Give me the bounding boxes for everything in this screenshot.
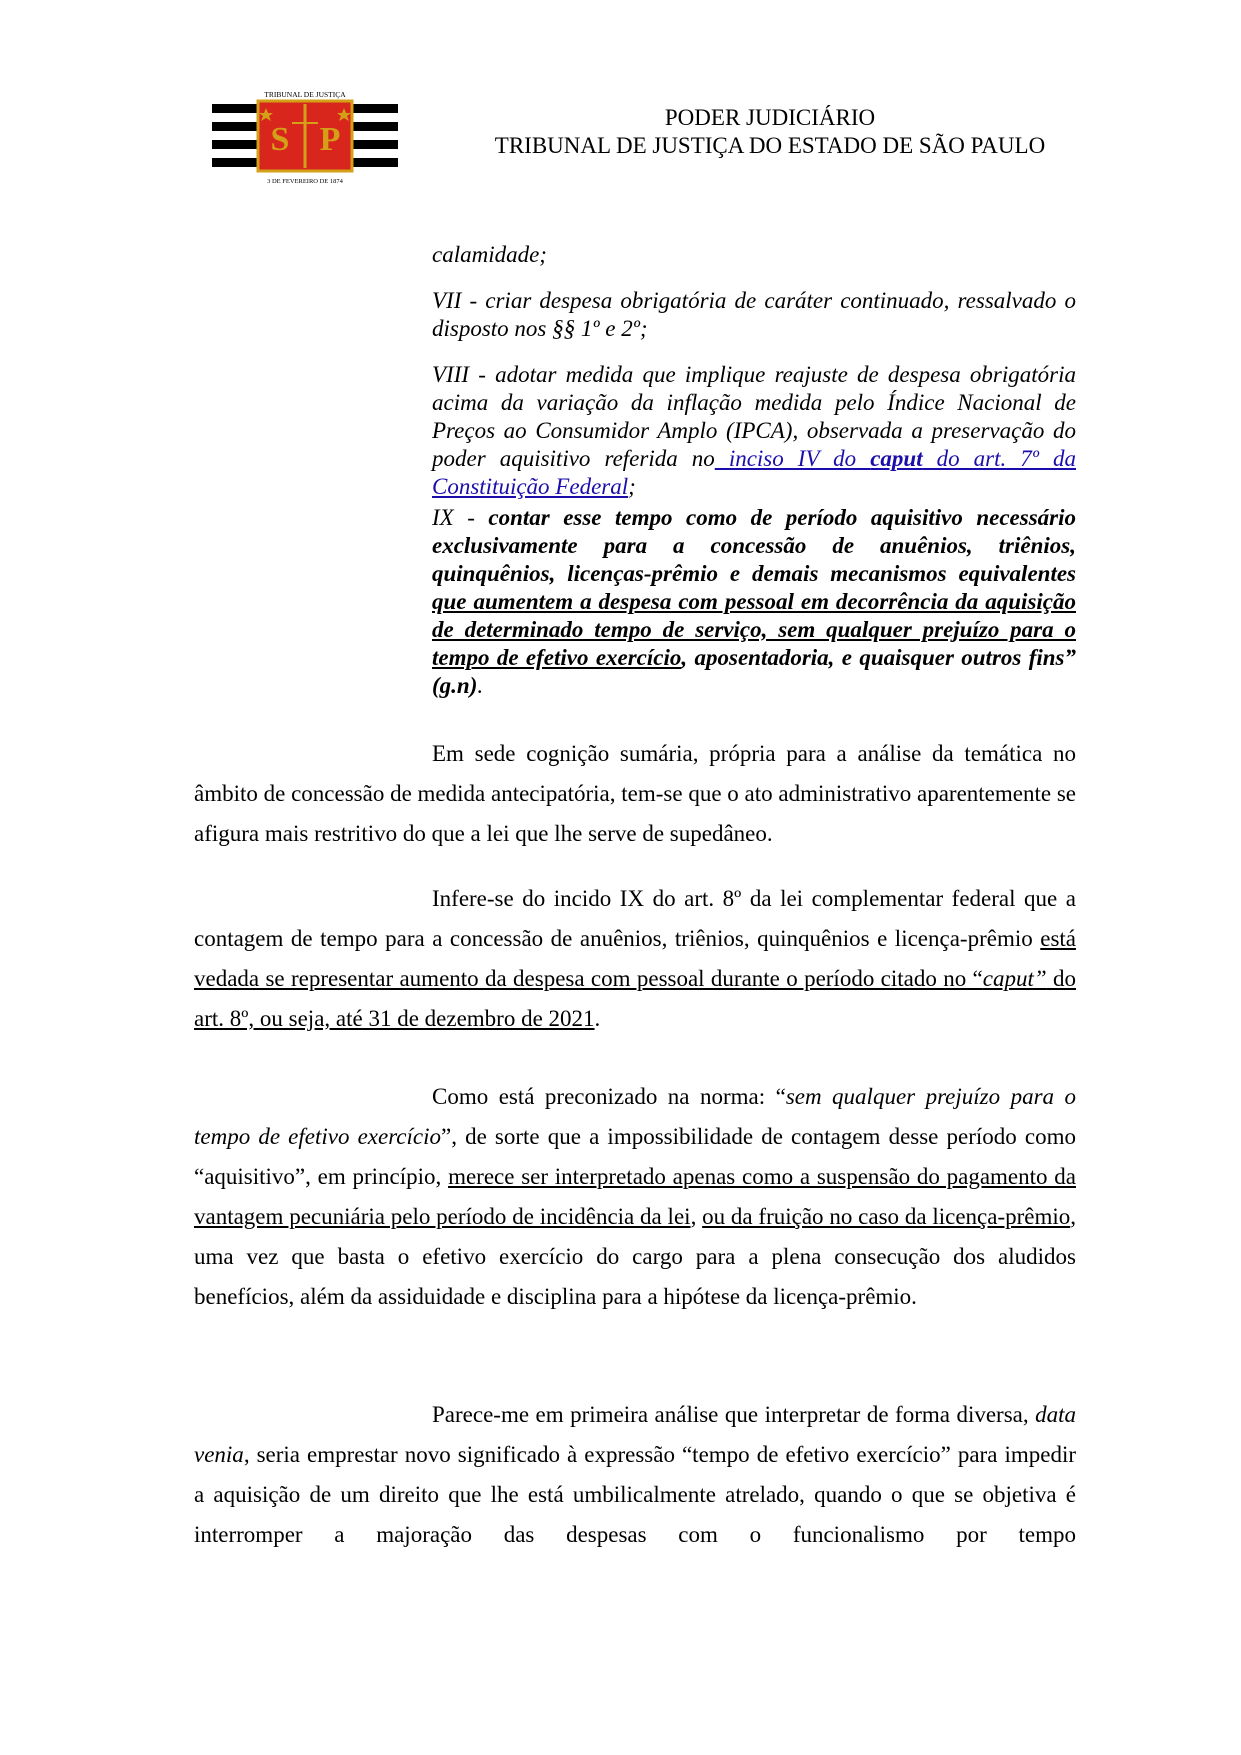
logo-letter-s: S [270,121,290,158]
paragraph-1: Em sede cognição sumária, própria para a análise da temática no âmbito de concessão de medida antecipatória, tem-se que o ato administrativo aparentemente se afigura mais restritivo do que a lei que lhe serve de supedâneo. [194,741,1076,846]
paragraph-italic-text: data venia [194,1402,1076,1467]
paragraph-4 [194,1395,1076,1555]
quote-line-calamidade [432,241,1076,269]
paragraph-2 [194,879,1076,1039]
tjsp-seal-icon [212,88,398,190]
paragraph-text: . [594,1006,601,1031]
tjsp-logo [212,88,398,190]
paragraph-text: , uma vez que basta o efetivo exercício do cargo para a plena consecução dos aludidos benefícios, além da assiduidade e disciplina para a hipótese da licença-prêmio. [194,1204,1077,1309]
paragraph-text: do art. 8º, ou seja, até 31 de dezembro de 2021 [194,966,1076,1031]
paragraph-text: , seria emprestar novo significado à expressão “tempo de efetivo exercício” para impedir a aquisição de um direito que lhe está umbilicalmente atrelado, quando o que se objetiva é interromper a majoração das despesas com o funcionalismo por tempo [194,1442,1076,1547]
paragraph-text: ”, de sorte que a impossibilidade de contagem desse período como “aquisitivo”, em princípio, [194,1124,1076,1189]
quote-underlined-text: que aumentem a despesa com pessoal em decorrência da aquisição de determinado tempo de serviço, sem qualquer prejuízo para o tempo de efetivo exercício [432,589,1076,670]
logo-letter-p: P [319,121,341,158]
quote-item-vii [432,287,1076,343]
quote-text: calamidade; [432,242,547,267]
paragraph-text: , [690,1204,703,1229]
paragraph-text: está vedada se representar aumento da despesa com pessoal durante o período citado no “ [194,926,1076,991]
quote-text: , aposentadoria, e quaisquer outros fins” (g.n) [432,645,1076,698]
quote-item-viii [432,361,1076,501]
paragraph-underlined-text: ou da fruição no caso da licença-prêmio [702,1204,1071,1229]
paragraph-text: Infere-se do incido IX do art. 8º da lei complementar federal que a contagem de tempo para a concessão de anuênios, triênios, quinquênios e licença-prêmio [194,886,1076,951]
logo-top-text: TRIBUNAL DE JUSTIÇA [264,90,346,99]
paragraph-italic-text: caput” [982,966,1047,991]
link-text-caput: caput [870,446,923,471]
quote-text: ; [628,474,636,499]
header-line-1: PODER JUDICIÁRIO [664,105,876,130]
quote-text: VII - criar despesa obrigatória de caráter continuado, ressalvado o disposto nos §§ 1º e 2º; [432,288,1076,341]
header-line-2: TRIBUNAL DE JUSTIÇA DO ESTADO DE SÃO PAULO [494,133,1046,158]
paragraph-text: Parece-me em primeira análise que interpretar de forma diversa, [432,1402,1036,1427]
link-text: do art. 7º da Constituição Federal [432,446,1076,499]
quote-text: contar esse tempo como de período aquisitivo necessário exclusivamente para a concessão de anuênios, triênios, quinquênios, licenças-prêmio e demais mecanismos equivalentes [432,505,1076,586]
quote-text: IX - [432,505,489,530]
paragraph-underlined-text: merece ser interpretado apenas como a suspensão do pagamento da vantagem pecuniária pelo período de incidência da lei [194,1164,1076,1229]
link-text: inciso IV do [714,446,871,471]
logo-bottom-text: 3 DE FEVEREIRO DE 1874 [267,178,343,185]
quote-text: . [477,673,484,698]
paragraph-italic-text: sem qualquer prejuízo para o tempo de efetivo exercício [194,1084,1077,1149]
quote-item-ix [432,504,1076,700]
paragraph-text: Como está preconizado na norma: “ [432,1084,786,1109]
quote-text: VIII - adotar medida que implique reajuste de despesa obrigatória acima da variação da inflação medida pelo Índice Nacional de Preços ao Consumidor Amplo (IPCA), observada a preservação do poder aquisitivo referida no [432,362,1076,471]
paragraph-3 [194,1077,1076,1317]
